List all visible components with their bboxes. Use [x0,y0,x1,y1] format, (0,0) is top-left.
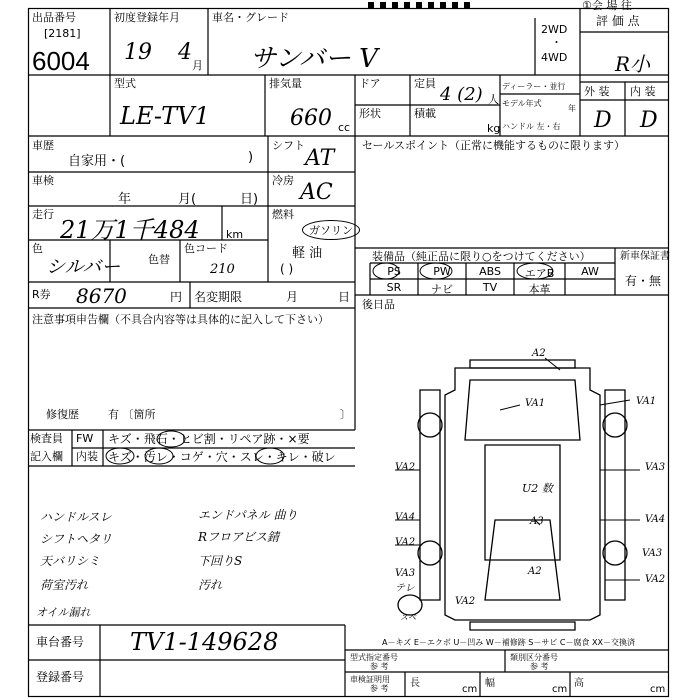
reg-label: 初度登録年月 [114,11,180,24]
length-label: 長 [410,678,420,689]
rating-value: R小 [615,52,651,76]
width-unit: cm [552,684,568,695]
equipment-item: ナビ [431,283,453,296]
recycle-value: 8670 [76,284,127,308]
inspector-label: 検査員 [30,432,63,445]
mark-va2-right: VA2 [645,574,666,585]
shaken-month: 月( [178,192,197,207]
interior-value: D [640,108,658,133]
model-year-unit: 年 [568,104,576,113]
mark-va1-left: VA1 [525,398,546,409]
mark-va2-left: VA2 [395,462,416,473]
fw-label: FW [76,432,94,445]
model-value: LE-TV1 [120,102,210,130]
class-sub: 参 考 [530,662,549,671]
history-close: ) [248,150,254,165]
after-items-label: 後日品 [362,298,395,311]
inspector-items: キズ・飛石・ヒビ割・リペア跡・×要 [108,432,310,446]
top-right-note: ①会 場 往 [582,0,632,12]
notice-label: 注意事項申告欄（不具合内容等は具体的に記入して下さい） [32,313,329,326]
shift-value: AT [305,146,335,171]
exterior-label: 外 装 [584,85,610,98]
mileage-label: 走行 [32,208,54,221]
equipment-item: SR [386,281,402,294]
repair-close: 〕 [340,408,351,421]
ac-value: AC [300,180,333,205]
history-value: 自家用・( [68,154,126,169]
mark-u2: U2 数 [522,482,553,495]
equipment-item: PW [433,265,451,278]
mark-va1-right: VA1 [636,396,657,407]
mark-a3: A3 [530,516,544,527]
reg-year: 19 [124,40,152,65]
note-right-2: Rフロアビス錆 [198,530,280,544]
damage-legend: A－キズ E－エクボ U－凹み W－補修跡 S－サビ C－腐食 XX－交換済 [382,638,636,647]
mark-sube: スベ [400,613,416,622]
note-left-3: 天バリシミ [40,554,101,568]
warranty-value: 有・無 [625,274,662,288]
lot-number: 6004 [32,46,90,76]
equipment-item: PS [387,265,401,278]
chassis-value: TV1-149628 [130,628,279,656]
note-left-1: ハンドルスレ [40,510,112,524]
doors-label: ドア [359,77,381,90]
note-left-2: シフトヘタリ [40,532,113,546]
interior-label: 内 装 [630,85,656,98]
type-spec-label: 型式指定番号 [350,653,398,662]
fuel-label: 燃料 [272,208,294,221]
mark-a2-bottom: A2 [528,566,542,577]
lot-label: 出品番号 [32,11,76,24]
color-code-value: 210 [210,262,235,277]
lot-sub: [2181] [44,27,81,40]
note-right-4: 汚れ [198,578,223,592]
equipment-item: ABS [479,265,501,278]
fuel-value: ガソリン [302,220,360,240]
mark-a2-top: A2 [532,348,546,359]
mileage-unit: km [226,228,244,241]
reg-no-label: 登録番号 [36,670,85,684]
name-change-month: 月 [286,290,299,304]
equipment-item: 本革 [528,283,551,296]
dealer-label: ディーラー・並行 [502,82,566,91]
ac-label: 冷房 [272,174,294,187]
rating-label: 評 価 点 [596,14,640,28]
displacement-unit: cc [338,121,351,134]
drive-2wd: 2WD [541,23,568,36]
name-change-day: 日 [338,290,351,304]
exterior-value: D [594,108,612,133]
load-unit: kg [487,122,501,135]
entry-items: キズ・汚レ・コゲ・穴・スレ・キレ・破レ [108,450,336,464]
shaken-label: 車検 [32,174,54,187]
cert-label: 車検証明用 [350,675,390,684]
capacity-value: 4 (2) [440,84,483,105]
name-change-label: 名変期限 [194,290,243,304]
capacity-label: 定員 [414,77,436,90]
load-label: 積載 [414,107,436,120]
shape-label: 形状 [359,107,381,120]
model-label: 型式 [114,77,136,90]
height-label: 高 [574,678,584,689]
displacement-label: 排気量 [269,77,302,90]
shift-label: シフト [272,139,305,152]
note-right-1: エンドパネル 曲り [198,508,298,522]
entry-label: 記入欄 [30,450,63,463]
name-label: 車名・グレード [212,11,289,24]
note-left-5: オイル漏れ [36,606,91,619]
color-label: 色 [32,242,43,255]
displacement-value: 660 [290,106,332,131]
recycle-label: R券 [32,288,51,301]
class-label: 類別区分番号 [510,653,558,662]
cert-sub: 参 考 [370,684,389,693]
color-value: シルバー [46,256,121,278]
mileage-value: 21万1千484 [60,216,200,244]
mark-va2-bottom: VA2 [455,596,476,607]
width-label: 幅 [485,678,495,689]
repair-value: 有 〔箇所 [108,408,156,421]
mark-va3-tele: VA3 テレ [395,568,416,594]
fuel-alt: 軽 油 [292,246,323,261]
color-code-label: 色コード [184,242,228,255]
equipment-item: TV [482,281,498,294]
height-unit: cm [650,684,666,695]
reg-month-unit: 月 [192,59,203,72]
sales-point-label: セールスポイント（正常に機能するものに限ります） [362,139,626,152]
history-label: 車歴 [32,139,54,152]
length-unit: cm [462,684,478,695]
reg-month: 4 [178,40,192,65]
mark-va2-left-2: VA2 [395,537,416,548]
capacity-unit: 人 [488,93,499,106]
recycle-unit: 円 [170,290,183,304]
drive-4wd: 4WD [541,51,568,64]
mark-va4-left: VA4 [395,512,416,523]
note-right-3: 下回りS [198,554,243,568]
mark-va3-right-2: VA3 [642,548,663,559]
color-swap-label: 色替 [148,253,170,266]
drive-dot: ・ [551,36,562,49]
equipment-item: エアB [524,267,555,280]
car-name: サンバー V [250,44,378,74]
mark-va3-right: VA3 [645,462,666,473]
entry-interior-label: 内装 [76,450,98,463]
equipment-label: 装備品（純正品に限り○をつけてください） [372,250,591,263]
warranty-label: 新車保証書 [620,251,670,262]
type-spec-sub: 参 考 [370,662,389,671]
fuel-paren: ( ) [280,262,294,276]
note-left-4: 荷室汚れ [40,578,89,592]
chassis-label: 車台番号 [36,635,85,649]
model-year-label: モデル年式 [502,99,542,108]
shaken-day: 日) [240,192,259,207]
handle-label: ハンドル 左・右 [502,122,561,131]
mark-va4-right: VA4 [645,514,666,525]
equipment-item: AW [581,265,599,278]
shaken-year: 年 [118,192,132,207]
repair-label: 修復歴 [46,408,79,421]
